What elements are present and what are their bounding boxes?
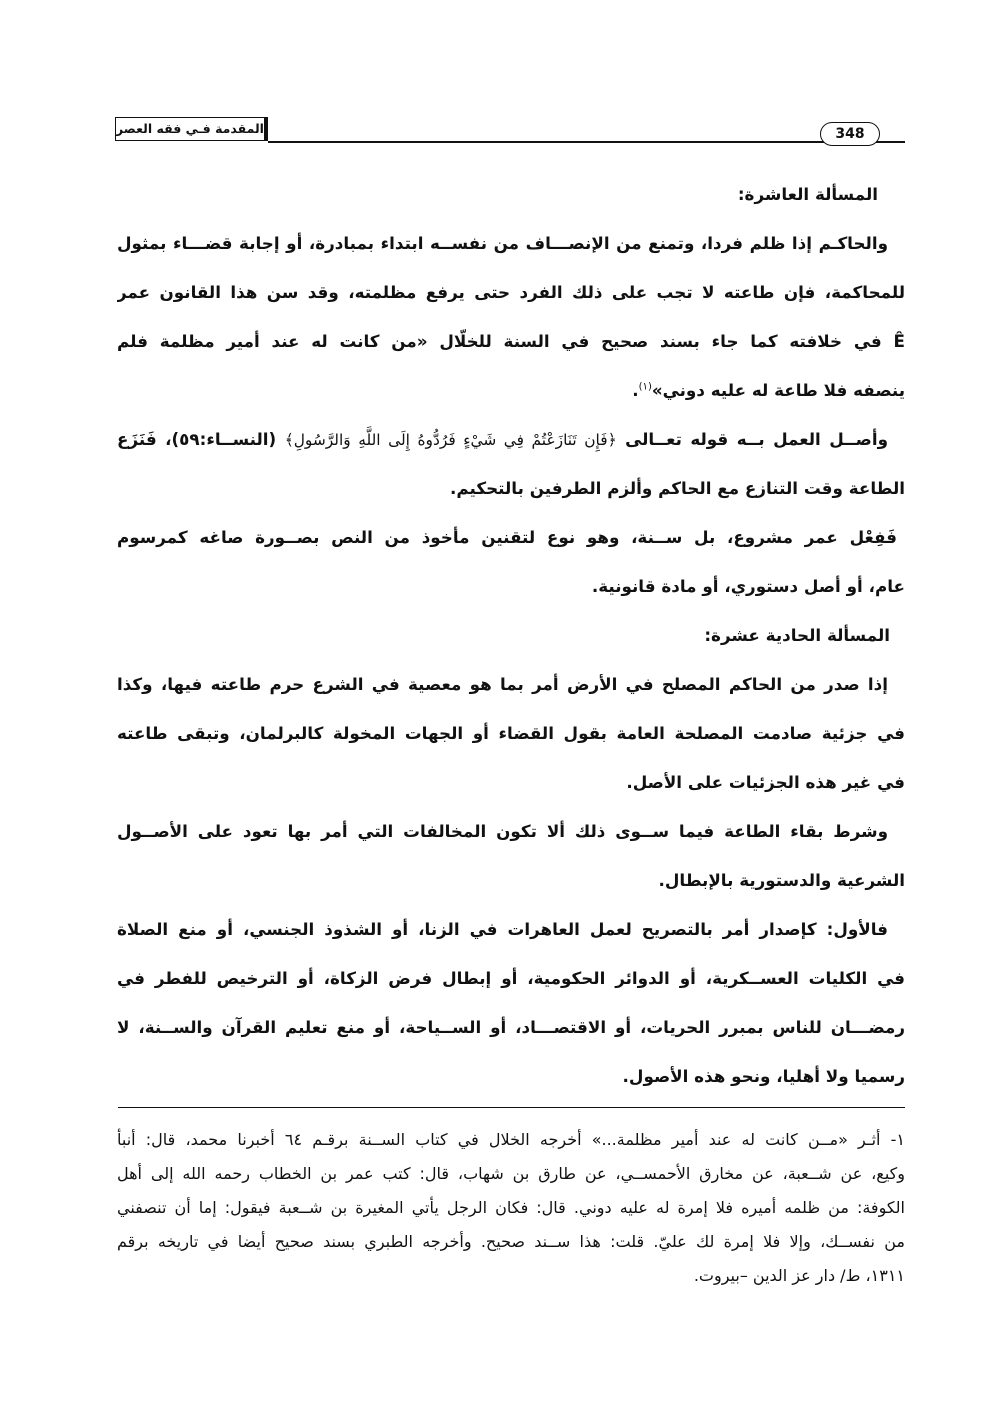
text-line: والحاكـم إذا ظلم فردا، وتمنع من الإنصـــاف من نفســه ابتداء بمبادرة، أو إجابة قضـــاء بمثول — [117, 233, 888, 253]
paragraph — [117, 415, 905, 513]
text-line: الطاعة وقت التنازع مع الحاكم وألزم الطرفين بالتحكيم. — [450, 478, 905, 498]
footnote-line: ١٣١١، ط/ دار عز الدين –بيروت. — [693, 1266, 905, 1285]
text-line: إذا صدر من الحاكم المصلح في الأرض أمر بما هو معصية في الشرع حرم طاعته فيها، وكذا — [117, 674, 888, 694]
text-line: Ê في خلافته كما جاء بسند صحيح في السنة للخلّال «من كانت له عند أمير مظلمة فلم — [117, 331, 905, 351]
text-line: عام، أو أصل دستوري، أو مادة قانونية. — [591, 576, 905, 596]
section-heading: المسألة العاشرة: — [737, 184, 878, 204]
text-run: . — [632, 380, 639, 400]
text-line: في الكليات العســكرية، أو الدوائر الحكومية، أو إبطال فرض الزكاة، أو الترخيص للفطر في — [117, 968, 905, 988]
footnote-line: الكوفة: من ظلمه أميره فلا إمرة له عليه دوني. قال: فكان الرجل يأتي المغيرة بن شــعبة فيقول: إما أن تنصفني — [117, 1198, 905, 1217]
section-heading: المسألة الحادية عشرة: — [704, 625, 890, 645]
text-line: فَفِعْل عمر مشروع، بل ســنة، وهو نوع لتقنين مأخوذ من النص بصــورة صاغه كمرسوم — [117, 527, 897, 547]
footnote-ref: (١) — [638, 381, 652, 393]
text-line: رسميا ولا أهليا، ونحو هذه الأصول. — [622, 1066, 905, 1086]
paragraph — [117, 807, 905, 905]
paragraph — [117, 219, 905, 415]
text-line — [117, 415, 905, 464]
paragraph — [117, 660, 905, 807]
book-title-box: المقدمة فـي فقه العصر — [115, 117, 268, 141]
running-header — [115, 117, 905, 149]
footnote-line: ١- أثـر «مــن كانت له عند أمير مظلمة...» أخرجه الخلال في كتاب الســنة برقـم ٦٤ أخبرنا محمد، قال: أنبأ — [117, 1130, 905, 1149]
footnote — [117, 1123, 905, 1293]
text-line: الشرعية والدستورية بالإبطال. — [658, 870, 905, 890]
footnote-line: من نفســك، وإلا فلا إمرة لك عليّ. قلت: هذا ســند صحيح. وأخرجه الطبري بسند صحيح أيضا في تاريخه برقم — [117, 1232, 905, 1251]
text-line: للمحاكمة، فإن طاعته لا تجب على ذلك الفرد حتى يرفع مظلمته، وقد سن هذا القانون عمر — [117, 282, 905, 302]
text-line: في جزئية صادمت المصلحة العامة بقول القضاء أو الجهات المخولة كالبرلمان، وتبقى طاعته — [117, 723, 905, 743]
text-line: وشرط بقاء الطاعة فيما ســوى ذلك ألا تكون المخالفات التي أمر بها تعود على الأصــول — [117, 821, 888, 841]
text-run: ينصفه فلا طاعة له عليه دوني» — [651, 380, 905, 400]
footnote-separator — [118, 1107, 905, 1108]
text-line: رمضـــان للناس بمبرر الحريات، أو الاقتصـــاد، أو الســياحة، أو منع تعليم القرآن والســنة، لا — [117, 1017, 905, 1037]
page-number-badge: 348 — [820, 122, 880, 146]
text-run: (النســاء:٥٩)، فَنَزَع — [117, 429, 277, 449]
paragraph — [117, 905, 905, 1101]
text-line: في غير هذه الجزئيات على الأصل. — [626, 772, 905, 792]
text-line — [117, 366, 905, 415]
body-text — [117, 170, 905, 1101]
footnote-line: وكيع، عن شــعبة، عن مخارق الأحمســي، عن طارق بن شهاب، قال: كتب عمر بن الخطاب رحمه الله إلى أهل — [117, 1164, 905, 1183]
paragraph — [117, 513, 905, 611]
text-line: فالأول: كإصدار أمر بالتصريح لعمل العاهرات في الزنا، أو الشذوذ الجنسي، أو منع الصلاة — [117, 919, 888, 939]
quran-verse: ﴿فَإِن تَنَازَعْتُمْ فِي شَيْءٍ فَرُدُّوهُ إِلَى اللَّهِ وَالرَّسُولِ﴾ — [284, 431, 617, 449]
text-run: وأصــل العمل بــه قوله تعــالى — [625, 429, 888, 449]
header-rule — [268, 141, 905, 143]
